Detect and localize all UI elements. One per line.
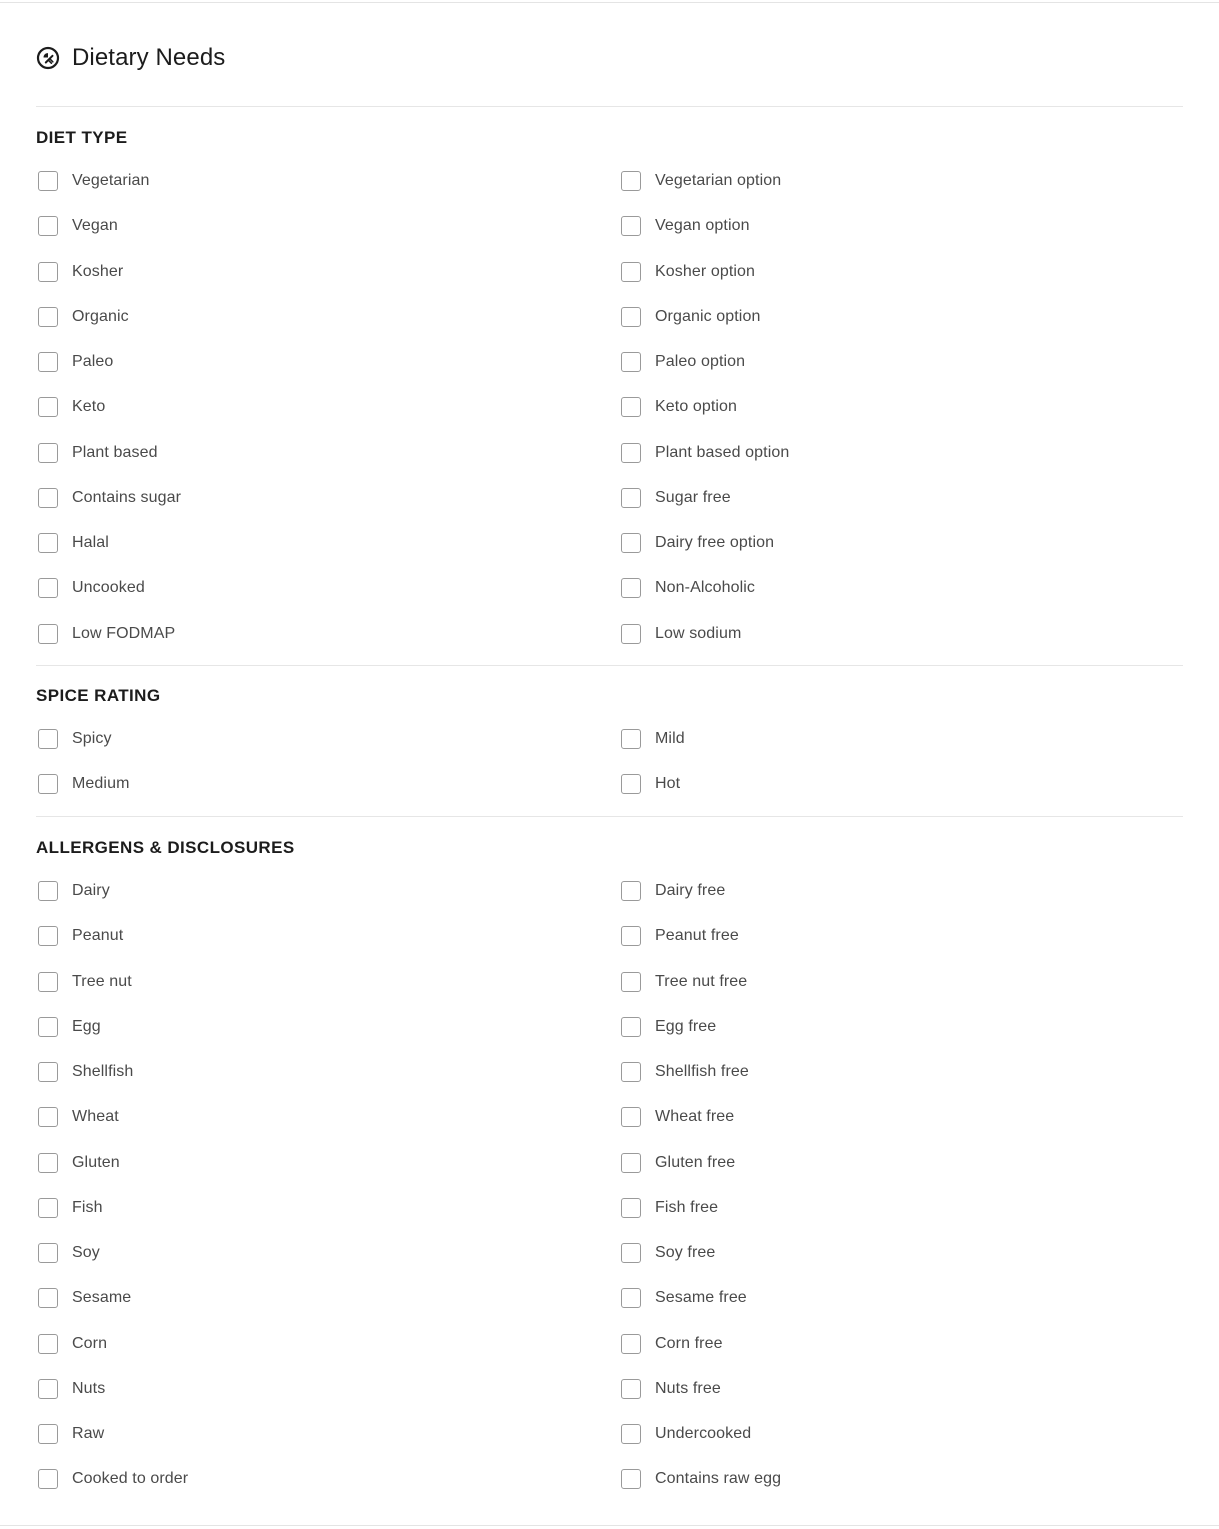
option-label: Peanut free bbox=[655, 927, 739, 945]
checkbox-plant-based[interactable] bbox=[38, 443, 58, 463]
section-title-spice-rating: SPICE RATING bbox=[36, 686, 161, 705]
checkbox-plant-based-option[interactable] bbox=[621, 443, 641, 463]
option-plant-based[interactable] bbox=[38, 443, 158, 463]
option-dairy-free-option[interactable] bbox=[621, 533, 774, 553]
option-label: Non-Alcoholic bbox=[655, 579, 756, 597]
option-non-alcoholic[interactable] bbox=[621, 578, 755, 598]
option-hot[interactable] bbox=[621, 774, 680, 794]
option-peanut[interactable] bbox=[38, 926, 123, 946]
option-row bbox=[36, 624, 1183, 669]
checkbox-corn-free[interactable] bbox=[621, 1334, 641, 1354]
checkbox-dairy-free[interactable] bbox=[621, 881, 641, 901]
option-dairy[interactable] bbox=[38, 881, 110, 901]
option-label: Fish free bbox=[655, 1198, 719, 1216]
option-row bbox=[36, 352, 1183, 397]
checkbox-sesame-free[interactable] bbox=[621, 1288, 641, 1308]
option-low-sodium[interactable] bbox=[621, 624, 741, 644]
checkbox-nuts-free[interactable] bbox=[621, 1379, 641, 1399]
checkbox-tree-nut[interactable] bbox=[38, 972, 58, 992]
option-label: Corn free bbox=[655, 1334, 723, 1352]
page-title: Dietary Needs bbox=[72, 44, 226, 71]
option-row bbox=[36, 216, 1183, 261]
option-row bbox=[36, 881, 1183, 926]
checkbox-gluten-free[interactable] bbox=[621, 1153, 641, 1173]
allergen-options bbox=[36, 881, 1183, 1515]
option-label: Shellfish bbox=[72, 1063, 134, 1080]
checkbox-egg[interactable] bbox=[38, 1017, 58, 1037]
checkbox-paleo[interactable] bbox=[38, 352, 58, 372]
option-row bbox=[36, 443, 1183, 488]
option-row bbox=[36, 729, 1183, 774]
option-peanut-free[interactable] bbox=[621, 926, 739, 946]
option-egg[interactable] bbox=[38, 1017, 101, 1037]
checkbox-peanut[interactable] bbox=[38, 926, 58, 946]
option-tree-nut-free[interactable] bbox=[621, 972, 747, 992]
option-row bbox=[36, 1017, 1183, 1062]
option-label: Egg free bbox=[655, 1017, 717, 1035]
option-vegan-option[interactable] bbox=[621, 216, 750, 236]
option-label: Vegetarian bbox=[72, 172, 150, 189]
option-label: Sesame bbox=[72, 1289, 132, 1307]
option-medium[interactable] bbox=[38, 774, 130, 794]
option-label: Raw bbox=[72, 1425, 105, 1442]
option-row bbox=[36, 1424, 1183, 1469]
option-row bbox=[36, 972, 1183, 1017]
option-label: Hot bbox=[655, 775, 681, 793]
checkbox-corn[interactable] bbox=[38, 1334, 58, 1354]
option-label: Contains raw egg bbox=[655, 1470, 782, 1488]
checkbox-uncooked[interactable] bbox=[38, 578, 58, 598]
checkbox-spicy[interactable] bbox=[38, 729, 58, 749]
option-row bbox=[36, 533, 1183, 578]
section-divider bbox=[36, 665, 1183, 666]
option-sesame[interactable] bbox=[38, 1288, 131, 1308]
option-label: Soy bbox=[72, 1244, 100, 1261]
option-row bbox=[36, 171, 1183, 216]
option-raw[interactable] bbox=[38, 1424, 104, 1444]
option-row bbox=[36, 1198, 1183, 1243]
option-label: Medium bbox=[72, 775, 130, 793]
checkbox-fish[interactable] bbox=[38, 1198, 58, 1218]
checkbox-kosher-option[interactable] bbox=[621, 262, 641, 282]
checkbox-soy[interactable] bbox=[38, 1243, 58, 1263]
checkbox-organic-option[interactable] bbox=[621, 307, 641, 327]
option-low-fodmap[interactable] bbox=[38, 624, 175, 644]
checkbox-wheat-free[interactable] bbox=[621, 1107, 641, 1127]
checkbox-low-sodium[interactable] bbox=[621, 624, 641, 644]
option-label: Kosher bbox=[72, 262, 124, 280]
checkbox-vegetarian-option[interactable] bbox=[621, 171, 641, 191]
option-label: Plant based option bbox=[655, 443, 790, 461]
checkbox-medium[interactable] bbox=[38, 774, 58, 794]
option-label: Undercooked bbox=[655, 1425, 752, 1442]
option-kosher-option[interactable] bbox=[621, 262, 755, 282]
checkbox-peanut-free[interactable] bbox=[621, 926, 641, 946]
option-plant-based-option[interactable] bbox=[621, 443, 789, 463]
option-label: Organic bbox=[72, 307, 129, 325]
option-vegetarian[interactable] bbox=[38, 171, 150, 191]
option-shellfish[interactable] bbox=[38, 1062, 133, 1082]
checkbox-nuts[interactable] bbox=[38, 1379, 58, 1399]
option-fish[interactable] bbox=[38, 1198, 103, 1218]
option-nuts[interactable] bbox=[38, 1379, 105, 1399]
option-row bbox=[36, 397, 1183, 442]
diet-type-options bbox=[36, 171, 1183, 669]
option-gluten[interactable] bbox=[38, 1153, 120, 1173]
option-label: Paleo bbox=[72, 353, 114, 370]
checkbox-gluten[interactable] bbox=[38, 1153, 58, 1173]
option-row bbox=[36, 774, 1183, 819]
option-spicy[interactable] bbox=[38, 729, 112, 749]
option-wheat-free[interactable] bbox=[621, 1107, 734, 1127]
option-label: Organic option bbox=[655, 307, 761, 325]
option-soy-free[interactable] bbox=[621, 1243, 715, 1263]
option-sesame-free[interactable] bbox=[621, 1288, 747, 1308]
option-label: Uncooked bbox=[72, 579, 145, 597]
option-label: Low sodium bbox=[655, 624, 742, 642]
checkbox-halal[interactable] bbox=[38, 533, 58, 553]
option-label: Vegetarian option bbox=[655, 172, 782, 189]
option-label: Sugar free bbox=[655, 488, 731, 506]
checkbox-undercooked[interactable] bbox=[621, 1424, 641, 1444]
section-divider bbox=[36, 816, 1183, 817]
option-label: Shellfish free bbox=[655, 1063, 749, 1080]
checkbox-low-fodmap[interactable] bbox=[38, 624, 58, 644]
option-organic[interactable] bbox=[38, 307, 129, 327]
spice-rating-options bbox=[36, 729, 1183, 820]
option-label: Spicy bbox=[72, 730, 112, 747]
option-tree-nut[interactable] bbox=[38, 972, 132, 992]
option-label: Gluten bbox=[72, 1153, 120, 1171]
checkbox-tree-nut-free[interactable] bbox=[621, 972, 641, 992]
option-row bbox=[36, 926, 1183, 971]
option-label: Soy free bbox=[655, 1244, 716, 1261]
option-halal[interactable] bbox=[38, 533, 109, 553]
option-uncooked[interactable] bbox=[38, 578, 145, 598]
option-label: Low FODMAP bbox=[72, 624, 176, 642]
option-sugar-free[interactable] bbox=[621, 488, 731, 508]
option-soy[interactable] bbox=[38, 1243, 100, 1263]
checkbox-wheat[interactable] bbox=[38, 1107, 58, 1127]
checkbox-non-alcoholic[interactable] bbox=[621, 578, 641, 598]
option-row bbox=[36, 1153, 1183, 1198]
section-allergens bbox=[36, 837, 1183, 1515]
option-row bbox=[36, 1107, 1183, 1152]
checkbox-mild[interactable] bbox=[621, 729, 641, 749]
option-label: Keto bbox=[72, 398, 106, 416]
option-label: Nuts bbox=[72, 1379, 106, 1397]
option-label: Peanut bbox=[72, 927, 124, 945]
option-label: Tree nut bbox=[72, 972, 132, 990]
option-paleo-option[interactable] bbox=[621, 352, 745, 372]
option-gluten-free[interactable] bbox=[621, 1153, 735, 1173]
section-title-allergens: ALLERGENS & DISCLOSURES bbox=[36, 838, 295, 857]
section-title-diet-type: DIET TYPE bbox=[36, 128, 128, 147]
option-label: Kosher option bbox=[655, 262, 756, 280]
option-vegetarian-option[interactable] bbox=[621, 171, 781, 191]
header-divider bbox=[36, 106, 1183, 107]
option-egg-free[interactable] bbox=[621, 1017, 716, 1037]
option-row bbox=[36, 1334, 1183, 1379]
checkbox-soy-free[interactable] bbox=[621, 1243, 641, 1263]
dietary-icon bbox=[36, 46, 60, 70]
checkbox-vegetarian[interactable] bbox=[38, 171, 58, 191]
checkbox-dairy[interactable] bbox=[38, 881, 58, 901]
option-cooked-to-order[interactable] bbox=[38, 1469, 188, 1489]
checkbox-keto[interactable] bbox=[38, 397, 58, 417]
option-label: Halal bbox=[72, 534, 109, 551]
option-kosher[interactable] bbox=[38, 262, 123, 282]
option-label: Wheat free bbox=[655, 1108, 735, 1126]
option-shellfish-free[interactable] bbox=[621, 1062, 749, 1082]
checkbox-sugar-free[interactable] bbox=[621, 488, 641, 508]
option-label: Keto option bbox=[655, 398, 738, 416]
option-row bbox=[36, 578, 1183, 623]
checkbox-contains-raw-egg[interactable] bbox=[621, 1469, 641, 1489]
checkbox-shellfish-free[interactable] bbox=[621, 1062, 641, 1082]
option-label: Contains sugar bbox=[72, 488, 182, 506]
section-diet-type bbox=[36, 127, 1183, 669]
checkbox-raw[interactable] bbox=[38, 1424, 58, 1444]
checkbox-paleo-option[interactable] bbox=[621, 352, 641, 372]
option-label: Egg bbox=[72, 1017, 101, 1035]
option-label: Corn bbox=[72, 1334, 108, 1352]
checkbox-vegan-option[interactable] bbox=[621, 216, 641, 236]
dietary-needs-card bbox=[0, 2, 1219, 1526]
checkbox-fish-free[interactable] bbox=[621, 1198, 641, 1218]
option-row bbox=[36, 1379, 1183, 1424]
option-row bbox=[36, 1288, 1183, 1333]
option-label: Tree nut free bbox=[655, 972, 748, 990]
option-label: Nuts free bbox=[655, 1379, 721, 1397]
checkbox-hot[interactable] bbox=[621, 774, 641, 794]
option-nuts-free[interactable] bbox=[621, 1379, 721, 1399]
option-row bbox=[36, 1062, 1183, 1107]
option-fish-free[interactable] bbox=[621, 1198, 718, 1218]
option-label: Dairy free option bbox=[655, 534, 775, 551]
option-row bbox=[36, 307, 1183, 352]
option-label: Vegan option bbox=[655, 217, 750, 235]
checkbox-keto-option[interactable] bbox=[621, 397, 641, 417]
option-label: Fish bbox=[72, 1198, 103, 1216]
option-label: Gluten free bbox=[655, 1153, 736, 1171]
option-row bbox=[36, 1469, 1183, 1514]
checkbox-cooked-to-order[interactable] bbox=[38, 1469, 58, 1489]
checkbox-egg-free[interactable] bbox=[621, 1017, 641, 1037]
option-label: Vegan bbox=[72, 217, 118, 235]
option-row bbox=[36, 1243, 1183, 1288]
option-label: Dairy bbox=[72, 882, 110, 899]
option-contains-raw-egg[interactable] bbox=[621, 1469, 781, 1489]
checkbox-kosher[interactable] bbox=[38, 262, 58, 282]
option-keto-option[interactable] bbox=[621, 397, 737, 417]
option-undercooked[interactable] bbox=[621, 1424, 751, 1444]
option-label: Plant based bbox=[72, 443, 158, 461]
checkbox-contains-sugar[interactable] bbox=[38, 488, 58, 508]
option-paleo[interactable] bbox=[38, 352, 113, 372]
checkbox-sesame[interactable] bbox=[38, 1288, 58, 1308]
card-header bbox=[36, 41, 225, 75]
option-label: Mild bbox=[655, 730, 685, 747]
option-vegan[interactable] bbox=[38, 216, 118, 236]
option-label: Paleo option bbox=[655, 353, 746, 370]
option-wheat[interactable] bbox=[38, 1107, 119, 1127]
option-row bbox=[36, 262, 1183, 307]
option-mild[interactable] bbox=[621, 729, 685, 749]
option-organic-option[interactable] bbox=[621, 307, 760, 327]
option-label: Dairy free bbox=[655, 882, 726, 899]
section-spice-rating bbox=[36, 685, 1183, 820]
option-corn[interactable] bbox=[38, 1334, 107, 1354]
option-label: Sesame free bbox=[655, 1289, 747, 1307]
checkbox-shellfish[interactable] bbox=[38, 1062, 58, 1082]
option-label: Wheat bbox=[72, 1108, 119, 1126]
option-label: Cooked to order bbox=[72, 1470, 189, 1488]
option-corn-free[interactable] bbox=[621, 1334, 723, 1354]
checkbox-dairy-free-option[interactable] bbox=[621, 533, 641, 553]
option-keto[interactable] bbox=[38, 397, 105, 417]
option-dairy-free[interactable] bbox=[621, 881, 725, 901]
option-row bbox=[36, 488, 1183, 533]
option-contains-sugar[interactable] bbox=[38, 488, 181, 508]
checkbox-organic[interactable] bbox=[38, 307, 58, 327]
checkbox-vegan[interactable] bbox=[38, 216, 58, 236]
